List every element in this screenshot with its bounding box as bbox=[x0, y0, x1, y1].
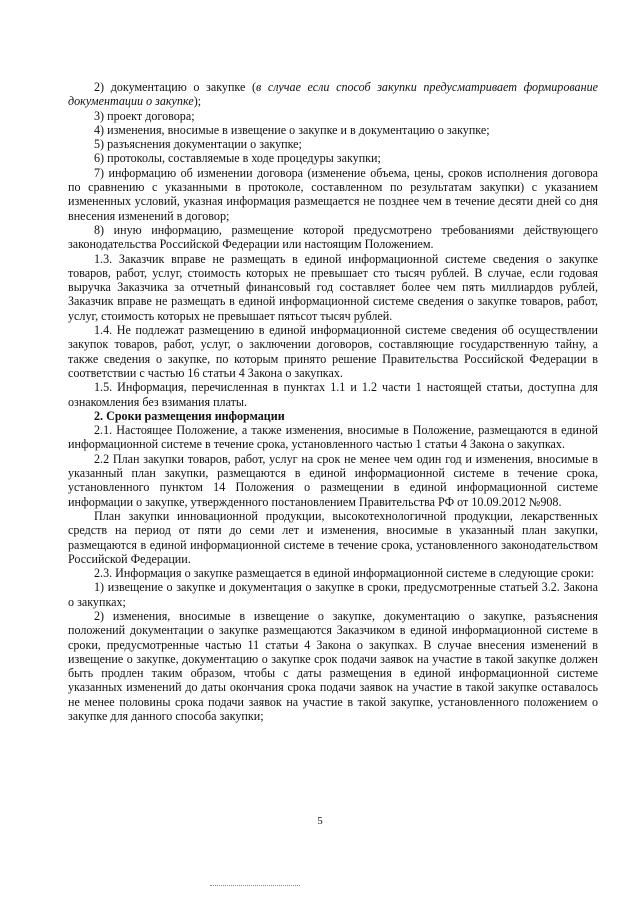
paragraph-1-5: 1.5. Информация, перечисленная в пунктах 1.1 и 1.2 части 1 настоящей статьи, доступна для ознакомления без взимания платы. bbox=[68, 380, 598, 409]
paragraph-2-2: 2.2 План закупки товаров, работ, услуг на срок не менее чем один год и изменения, вносимые в указанный план закупки, размещаются в единой информационной системе в течение срока, установленного пунктом 14 Положения о размещении в единой информационной системе информации о закупке, утвержденного постановлением Правительства РФ от 10.09.2012 №908. bbox=[68, 451, 598, 509]
paragraph-item-7: 7) информацию об изменении договора (изменение объема, цены, сроков исполнения договора по сравнению с указанными в протоколе, составленном по результатам закупки) с указанием измененных условий, указная информация размещается не позднее чем в течение десяти дней со дня внесения изменений в договор; bbox=[68, 165, 598, 223]
section-heading: 2. Сроки размещения информации bbox=[94, 408, 285, 423]
paragraph-1-4: 1.4. Не подлежат размещению в единой информационной системе сведения об осуществлении закупок товаров, работ, услуг, о заключении договоров, составляющие государственную тайну, а также сведения о закупке, по которым принято решение Правительства Российской Федерации в соответствии с частью 16 статьи 4 Закона о закупках. bbox=[68, 323, 598, 380]
scan-artifact-divider bbox=[210, 885, 300, 887]
paragraph-item-5: 5) разъяснения документации о закупке; bbox=[94, 137, 302, 152]
paragraph-1-3: 1.3. Заказчик вправе не размещать в единой информационной системе сведения о закупке товаров, работ, услуг, стоимость которых не превышает сто тысяч рублей. В случае, если годовая выручка Заказчика за отчетный финансовый год составляет более чем пять миллиардов рублей, Заказчик вправе не размещать в единой информационной системе сведения о закупке товаров, работ, услуг, стоимость которых не превышает пятьсот тысяч рублей. bbox=[68, 251, 598, 323]
document-page bbox=[68, 80, 598, 723]
page-number: 5 bbox=[317, 815, 323, 827]
paragraph-text: 2) документацию о закупке ( bbox=[94, 80, 257, 94]
paragraph-innovation-plan: План закупки инновационной продукции, высокотехнологичной продукции, лекарственных средств на период от пяти до семи лет и изменения, вносимые в указанный план закупки, размещаются в единой информационной системе в течение срока, установленного законодательством Российской Федерации. bbox=[68, 508, 598, 566]
paragraph-2-3-item-1: 1) извещение о закупке и документация о закупке в сроки, предусмотренные статьей 3.2. Закона о закупках; bbox=[68, 580, 598, 609]
paragraph-text-end: ); bbox=[193, 94, 202, 109]
paragraph-2-3: 2.3. Информация о закупке размещается в единой информационной системе в следующие сроки: bbox=[94, 566, 594, 581]
paragraph-item-2-documentation bbox=[68, 80, 598, 109]
paragraph-item-6: 6) протоколы, составляемые в ходе процедуры закупки; bbox=[94, 151, 381, 166]
paragraph-2-1: 2.1. Настоящее Положение, а также изменения, вносимые в Положение, размещаются в единой информационной системе в течение срока, установленного частью 1 статьи 4 Закона о закупках. bbox=[68, 423, 598, 452]
paragraph-2-3-item-2: 2) изменения, вносимые в извещение о закупке, документацию о закупке, разъяснения положений документации о закупке размещаются Заказчиком в единой информационной системе в сроки, предусмотренные частью 11 статьи 4 Закона о закупках. В случае внесения изменений в извещение о закупке, документацию о закупке срок подачи заявок на участие в такой закупке должен быть продлен таким образом, чтобы с даты размещения в единой информационной системе указанных изменений до даты окончания срока подачи заявок на участие в такой закупке оставалось не менее половины срока подачи заявок на участие в такой закупке, установленного положением о закупке для данного способа закупки; bbox=[68, 608, 598, 724]
paragraph-item-8: 8) иную информацию, размещение которой предусмотрено требованиями действующего законодательства Российской Федерации или настоящим Положением. bbox=[68, 222, 598, 252]
paragraph-italic-note: в случае если способ закупки предусматривает формирование документации о закупке bbox=[68, 80, 598, 109]
paragraph-item-3: 3) проект договора; bbox=[94, 108, 195, 123]
paragraph-item-4: 4) изменения, вносимые в извещение о закупке и в документацию о закупке; bbox=[94, 122, 490, 137]
